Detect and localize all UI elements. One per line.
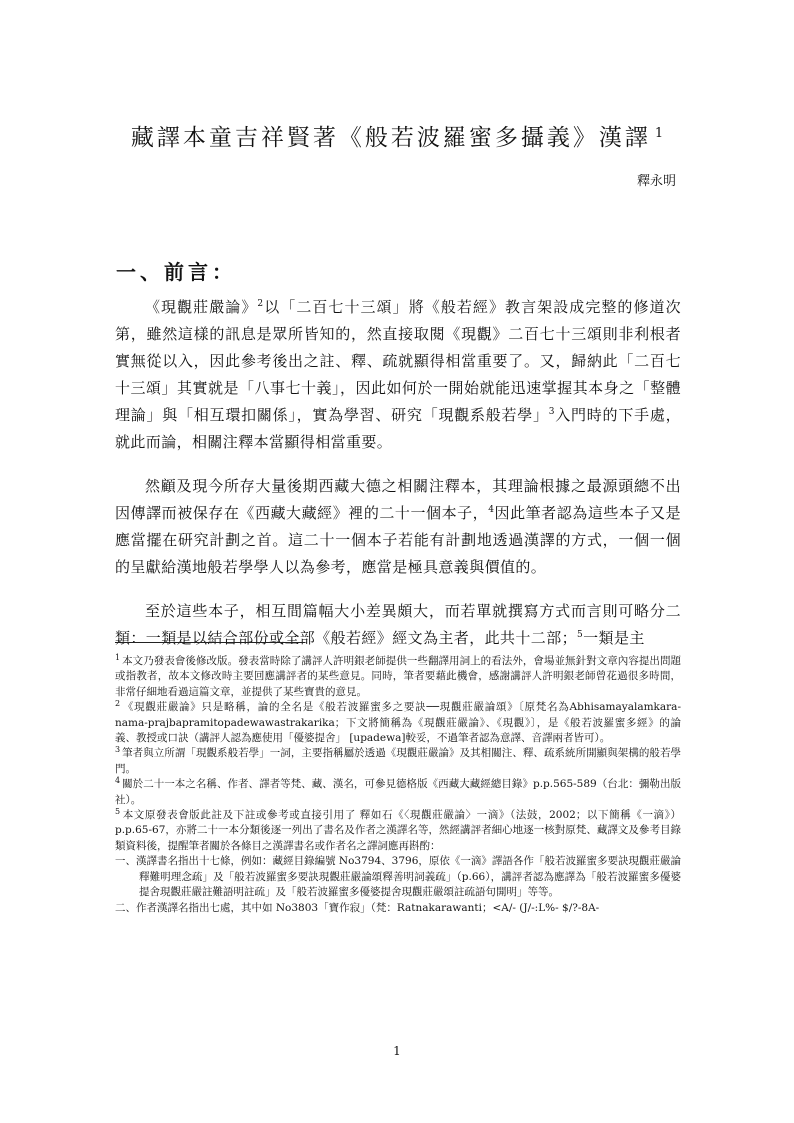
footnote-text: 筆者與立所謂「現觀系般若學」一詞，主要指稱屬於透過《現觀莊嚴論》及其相關注、釋、疏系統所開顯與架構的般若學門。: [115, 747, 681, 775]
footnote-number: 2: [115, 698, 121, 708]
footnote-1: [115, 654, 681, 700]
title-text: 藏譯本童吉祥賢著《般若波羅蜜多攝義》漢譯: [130, 125, 651, 152]
paragraph-1: [115, 294, 681, 456]
footnote-number: 5: [115, 806, 121, 816]
footnote-ref: 2: [257, 299, 264, 309]
footnote-ref: 5: [577, 630, 584, 640]
paragraph-text: 因此筆者認為這些本子又是應當擺在研究計劃之首。這二十一個本子若能有計劃地透過漢譯的方式，一個一個的呈獻給漢地般若學學人以為參考，應當是極具意義與價值的。: [115, 504, 681, 576]
paragraph-text: 《現觀莊嚴論》: [145, 298, 258, 316]
paragraph-text: 以「二百七十三頌」將《般若經》教言架設成完整的修道次第，雖然這樣的訊息是眾所皆知的，然直接取閱《現觀》二百七十三頌則非利根者實無從以入，因此參考後出之註、釋、疏就顯得相當重要了。又，歸納此「二百七十三頌」其實就是「八事七十義」，因此如何於一開始就能迅速掌握其本身之「整體理論」與「相互環扣關係」，實為學習、研究「現觀系般若學」: [115, 298, 681, 424]
footnote-5-item-2: 二、作者漢譯名指出七處，其中如 No3803「寶作寂」（梵：Ratnakarawanti；<A/- (J/-:L%- $/?-8A-: [115, 901, 600, 914]
footnote-5-item-1: 一、漢譯書名指出十七條，例如：藏經目錄編號 No3794、3796，原依《一滴》譯語各作「般若波羅蜜多要訣現觀莊嚴論釋難明理念疏」及「般若波羅蜜多要訣現觀莊嚴論頌釋善明詞義疏」（p.66），講評者認為應譯為「般若波羅蜜多優婆提舍現觀莊嚴註難語明註疏」及「般若波羅蜜多優婆提舍現觀莊嚴頌註疏語句開明」等等。: [115, 855, 681, 899]
footnote-2: [115, 700, 681, 746]
author-name: 釋永明: [636, 174, 676, 189]
title-footnote-ref: 1: [654, 125, 664, 141]
page-title: [0, 119, 794, 152]
paragraph-text: 然顧及現今所存大量後期西藏大德之相關注釋本，其理論根據之最源頭總不出因傳譯而被保存在《西藏大藏經》裡的二十一個本子，: [115, 477, 681, 522]
page-number: 1: [393, 1044, 401, 1058]
footnote-ref: 3: [548, 407, 555, 417]
footnote-number: 4: [115, 775, 121, 785]
footnote-5: [115, 808, 681, 854]
footnote-3: [115, 746, 681, 777]
body-text: [115, 294, 681, 669]
footnote-number: 3: [115, 744, 121, 754]
footnote-number: 1: [115, 652, 121, 662]
footnotes: [115, 654, 681, 916]
footnote-text: 本文原發表會版此註及下註或參考或直接引用了 釋如石《〈現觀莊嚴論〉一滴》（法鼓，2002；以下簡稱《一滴》）p.p.65-67，亦將二十一本分類後逐一列出了書名及作者之漢譯名等，然經講評者細心地逐一核對原梵、藏譯文及參考目錄類資料後，提醒筆者關於各條目之漢譯書名或作者名之譯詞應再斟酌：: [115, 809, 681, 852]
footnote-4: [115, 777, 681, 808]
paragraph-2: [115, 473, 681, 581]
paragraph-text: 入門時的下手處，就此而論，相關注釋本當顯得相當重要。: [115, 406, 682, 451]
footnote-divider: [115, 642, 305, 643]
footnote-text: 《現觀莊嚴論》只是略稱，論的全名是《般若波羅蜜多之要訣──現觀莊嚴論頌》〔原梵名為Abhisamayalamkara-nama-prajbapramitopadewawastrakarika；下文將簡稱為《現觀莊嚴論》、《現觀》〕，是《般若波羅蜜多經》的論義、教授或口訣（講評人認為應使用「優婆提舍」 [upadewa]較妥，不過筆者認為意譯、音譯兩者皆可）。: [115, 701, 681, 745]
footnote-ref: 4: [488, 505, 495, 515]
paragraph-3: [115, 598, 681, 652]
footnote-text: 關於二十一本之名稱、作者、譯者等梵、藏、漢名，可參見德格版《西藏大藏經總目錄》p.p.565-589（台北：彌勒出版社）。: [115, 778, 681, 806]
paragraph-text: 至於這些本子，相互間篇幅大小差異頗大，而若單就撰寫方式而言則可略分二類：一類是以結合部份或全部《般若經》經文為主者，此共十二部；: [115, 602, 681, 647]
footnote-text: 本文乃發表會後修改版。發表當時除了講評人許明銀老師提供一些翻譯用詞上的看法外，會場並無針對文章內容提出問題或指教者，故本文修改時主要回應講評者的某些意見。同時，筆者要藉此機會，感謝講評人許明銀老師曾花過很多時間，非常仔細地看過這篇文章，並提供了某些寶貴的意見。: [115, 655, 681, 698]
paragraph-text: 一類是主: [583, 629, 645, 647]
section-heading: 一、前言：: [116, 260, 236, 284]
